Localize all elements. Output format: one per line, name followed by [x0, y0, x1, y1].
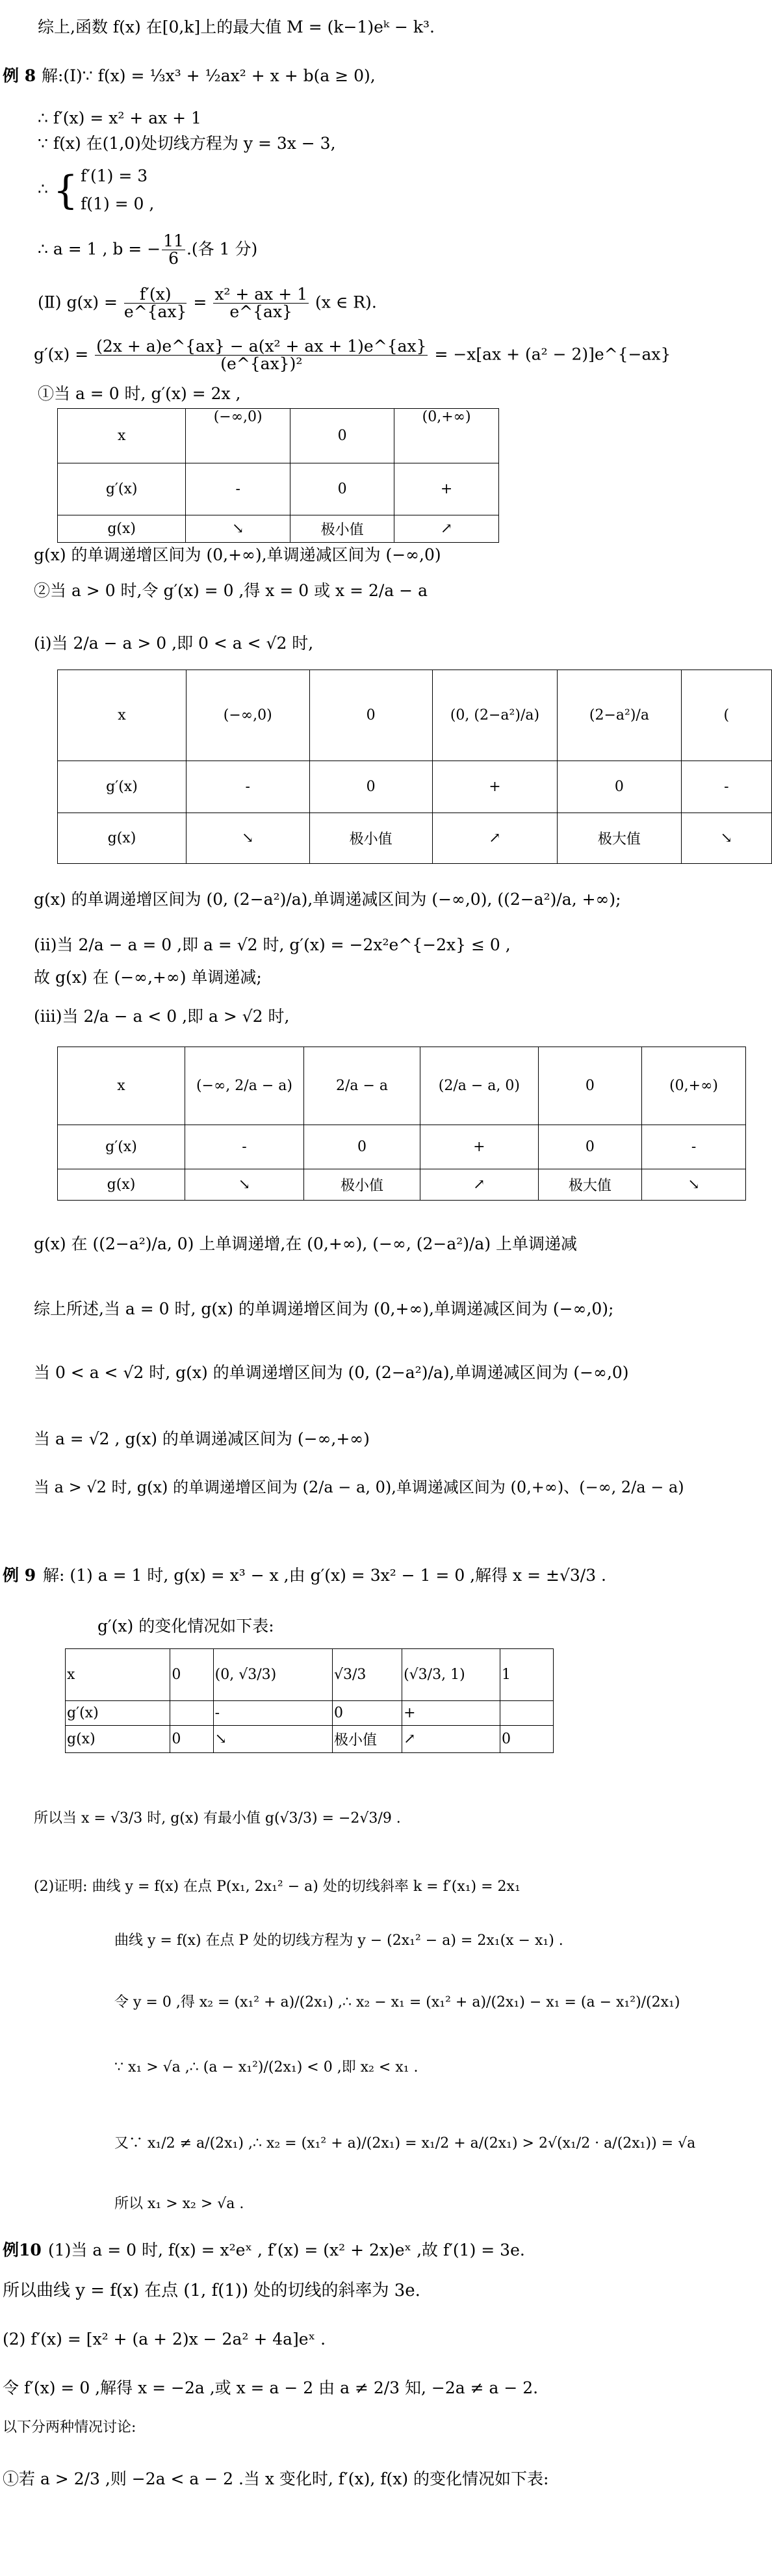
example-9-label: 例 9 [3, 1566, 36, 1585]
system-eq-2: f(1) = 0 , [81, 194, 155, 213]
table-cell: 1 [500, 1649, 553, 1701]
table-cell: + [394, 463, 499, 515]
case-2-line: ②当 a > 0 时,令 g′(x) = 0 ,得 x = 0 或 x = 2/a − a [34, 581, 428, 600]
table-cell: g′(x) [58, 463, 186, 515]
table-cell: 0 [170, 1726, 213, 1753]
numerator: f′(x) [124, 286, 187, 304]
table-cell: - [213, 1701, 332, 1726]
case-2i-summary: g(x) 的单调递增区间为 (0, (2−a²)/a),单调递减区间为 (−∞,0), ((2−a²)/a, +∞); [34, 890, 621, 909]
table-cell: g(x) [58, 813, 187, 864]
ex8-ab-line [38, 233, 257, 268]
denominator: (e^{ax})² [220, 354, 303, 374]
fraction [95, 338, 428, 373]
fraction-1 [124, 286, 187, 321]
ex10-part1: (1)当 a = 0 时, f(x) = x²eˣ , f′(x) = (x² + 2x)eˣ ,故 f′(1) = 3e. [48, 2241, 525, 2259]
table-cell: x [66, 1649, 170, 1701]
table-cell: ↗ [402, 1726, 500, 1753]
ab-note: .(各 1 分) [186, 239, 258, 259]
table-cell: 极大值 [538, 1169, 641, 1201]
table-cell: x [58, 409, 186, 463]
table-cell: g(x) [58, 1169, 185, 1201]
table-row [58, 761, 772, 813]
table-cell: (0, (2−a²)/a) [432, 670, 558, 761]
table-cell: 2/a − a [304, 1047, 420, 1125]
ex10-slope: 所以曲线 y = f(x) 在点 (1, f(1)) 处的切线的斜率为 3e. [3, 2281, 420, 2300]
table-row [58, 1169, 746, 1201]
table-cell: 极大值 [558, 813, 681, 864]
ex9-proof-1: (2)证明: 曲线 y = f(x) 在点 P(x₁, 2x₁² − a) 处的切线斜率 k = f′(x₁) = 2x₁ [34, 1879, 521, 1895]
ex9-minimum: 所以当 x = √3/3 时, g(x) 有最小值 g(√3/3) = −2√3/9 . [34, 1810, 401, 1827]
table-cell: - [185, 1125, 303, 1169]
table-cell: 极小值 [309, 813, 432, 864]
variation-table-1 [57, 408, 499, 543]
numerator: 11 [163, 231, 184, 250]
case-1-line: ①当 a = 0 时, g′(x) = 2x , [38, 384, 241, 403]
table-cell: ↘ [185, 1169, 303, 1201]
table-cell: (0,+∞) [394, 409, 499, 463]
denominator: e^{ax} [123, 302, 187, 322]
table-cell: x [58, 670, 187, 761]
table-cell: ( [681, 670, 771, 761]
variation-table-2 [57, 670, 772, 864]
table-row [66, 1701, 554, 1726]
gd-suffix: = −x[ax + (a² − 2)]e^{−ax} [434, 345, 671, 364]
table-cell: 0 [290, 463, 394, 515]
table-cell: (√3/3, 1) [402, 1649, 500, 1701]
ex8-system [38, 163, 154, 218]
system-eq-1: f′(1) = 3 [81, 166, 148, 185]
ex8-header: 解:(Ⅰ)∵ f(x) = ⅓x³ + ½ax² + x + b(a ≥ 0), [42, 66, 376, 85]
case-2ii-detail: 故 g(x) 在 (−∞,+∞) 单调递减; [34, 968, 262, 987]
table-cell [500, 1701, 553, 1726]
conclusion-3: 当 a = √2 , g(x) 的单调递减区间为 (−∞,+∞) [34, 1429, 370, 1448]
table-cell: (−∞, 2/a − a) [185, 1047, 303, 1125]
table-cell: ↘ [642, 1169, 746, 1201]
ex10-roots: 令 f′(x) = 0 ,解得 x = −2a ,或 x = a − 2 由 a ≠ 2/3 知, −2a ≠ a − 2. [3, 2378, 539, 2397]
table-cell: (0,+∞) [642, 1047, 746, 1125]
table-cell [170, 1701, 213, 1726]
case-2iii-summary: g(x) 在 ((2−a²)/a, 0) 上单调递增,在 (0,+∞), (−∞, (2−a²)/a) 上单调递减 [34, 1234, 578, 1253]
table-row [58, 670, 772, 761]
table-cell: - [186, 761, 309, 813]
ex8-derivative: ∴ f′(x) = x² + ax + 1 [38, 109, 201, 127]
conclusion-4: 当 a > √2 时, g(x) 的单调递增区间为 (2/a − a, 0),单调递减区间为 (0,+∞)、(−∞, 2/a − a) [34, 1478, 684, 1496]
ex8-g-def: (Ⅱ) g(x) = $\frac{f'(x)}{e\^{}\{ax\}}$ = $\frac{\text{x² + ax + 1}}{e\^{}\{ax\}}$ (x ∈ R). [38, 285, 377, 322]
gd-prefix: g′(x) = [34, 345, 89, 364]
conclusion-2: 当 0 < a < √2 时, g(x) 的单调递增区间为 (0, (2−a²)/a),单调递减区间为 (−∞,0) [34, 1363, 629, 1382]
table-row [58, 813, 772, 864]
ex9-proof-4: ∵ x₁ > √a ,∴ (a − x₁²)/(2x₁) < 0 ,即 x₂ < x₁ . [114, 2059, 418, 2075]
case-1-summary: g(x) 的单调递增区间为 (0,+∞),单调递减区间为 (−∞,0) [34, 545, 441, 564]
table-cell: g′(x) [66, 1701, 170, 1726]
case-2iii-line: (ⅲ)当 2/a − a < 0 ,即 a > √2 时, [34, 1007, 290, 1026]
table-row [58, 409, 499, 463]
table-cell: √3/3 [332, 1649, 402, 1701]
table-cell: 0 [309, 761, 432, 813]
ex9-proof-5: 又∵ x₁/2 ≠ a/(2x₁) ,∴ x₂ = (x₁² + a)/(2x₁) = x₁/2 + a/(2x₁) > 2√(x₁/2 · a/(2x₁)) = √a [114, 2135, 696, 2152]
table-row [58, 1047, 746, 1125]
table-cell: 0 [500, 1726, 553, 1753]
case-2i-line: (ⅰ)当 2/a − a > 0 ,即 0 < a < √2 时, [34, 634, 314, 653]
numerator: (2x + a)e^{ax} − a(x² + ax + 1)e^{ax} [96, 337, 427, 356]
denominator: e^{ax} [229, 302, 292, 322]
table-cell: ↘ [186, 813, 309, 864]
table-row [66, 1649, 554, 1701]
variation-table-3 [57, 1047, 746, 1201]
table-cell: 极小值 [304, 1169, 420, 1201]
fraction [162, 233, 185, 268]
table-cell: (2−a²)/a [558, 670, 681, 761]
table-cell: + [432, 761, 558, 813]
example-8-label: 例 8 [3, 66, 36, 85]
table-cell: 0 [332, 1701, 402, 1726]
ex10-part2: (2) f′(x) = [x² + (a + 2)x − 2a² + 4a]eˣ . [3, 2330, 326, 2348]
denominator: 6 [168, 249, 179, 268]
g-prefix: (Ⅱ) g(x) = [38, 293, 118, 312]
ex10-cases-intro: 以下分两种情况讨论: [3, 2419, 136, 2436]
table-cell: 极小值 [290, 515, 394, 543]
ex9-proof-3: 令 y = 0 ,得 x₂ = (x₁² + a)/(2x₁) ,∴ x₂ − x₁ = (x₁² + a)/(2x₁) − x₁ = (a − x₁²)/(2x₁) [114, 1994, 680, 2010]
table-cell: - [681, 761, 771, 813]
table-cell: + [420, 1125, 539, 1169]
ab-text: ∴ a = 1 , b = − [38, 239, 161, 259]
table-cell: ↘ [681, 813, 771, 864]
table-cell: + [402, 1701, 500, 1726]
g-suffix: (x ∈ R). [315, 293, 377, 312]
table-cell: (0, √3/3) [213, 1649, 332, 1701]
ex10-case-1: ①若 a > 2/3 ,则 −2a < a − 2 .当 x 变化时, f′(x), f(x) 的变化情况如下表: [3, 2469, 549, 2488]
table-cell: - [186, 463, 290, 515]
table-cell: x [58, 1047, 185, 1125]
conclusion-1: 综上所述,当 a = 0 时, g(x) 的单调递增区间为 (0,+∞),单调递减区间为 (−∞,0); [34, 1299, 614, 1318]
ex9-variation-caption: g′(x) 的变化情况如下表: [97, 1617, 274, 1635]
table-cell: 0 [170, 1649, 213, 1701]
table-cell: g′(x) [58, 1125, 185, 1169]
table-cell: ↘ [186, 515, 290, 543]
ex8-tangent: ∵ f(x) 在(1,0)处切线方程为 y = 3x − 3, [38, 134, 336, 153]
example-10-label: 例10 [3, 2241, 42, 2259]
ex8-g-derivative [34, 338, 671, 373]
fraction-2 [213, 286, 309, 321]
table-cell: - [642, 1125, 746, 1169]
table-cell: ↗ [432, 813, 558, 864]
therefore-symbol: ∴ [38, 179, 48, 198]
table-cell: 极小值 [332, 1726, 402, 1753]
brace-icon: { [53, 167, 79, 213]
ex9-proof-6: 所以 x₁ > x₂ > √a . [114, 2196, 244, 2212]
table-cell: ↘ [213, 1726, 332, 1753]
table-cell: 0 [538, 1047, 641, 1125]
table-cell: g′(x) [58, 761, 187, 813]
table-cell: 0 [538, 1125, 641, 1169]
table-cell: ↗ [420, 1169, 539, 1201]
table-cell: 0 [558, 761, 681, 813]
ex9-part1: 解: (1) a = 1 时, g(x) = x³ − x ,由 g′(x) = 3x² − 1 = 0 ,解得 x = ±√3/3 . [43, 1566, 607, 1585]
ex9-proof-2: 曲线 y = f(x) 在点 P 处的切线方程为 y − (2x₁² − a) = 2x₁(x − x₁) . [114, 1932, 563, 1949]
variation-table-3-clip [0, 1047, 718, 1209]
table-row [66, 1726, 554, 1753]
summary-line: 综上,函数 f(x) 在[0,k]上的最大值 M = (k−1)eᵏ − k³. [38, 18, 435, 36]
table-cell: ↗ [394, 515, 499, 543]
case-2ii-line: (ⅱ)当 2/a − a = 0 ,即 a = √2 时, g′(x) = −2x²e^{−2x} ≤ 0 , [34, 935, 511, 954]
table-cell: g(x) [58, 515, 186, 543]
table-cell: g(x) [66, 1726, 170, 1753]
table-cell: (2/a − a, 0) [420, 1047, 539, 1125]
table-cell: (−∞,0) [186, 670, 309, 761]
table-cell: 0 [309, 670, 432, 761]
numerator: x² + ax + 1 [214, 285, 308, 304]
table-row [58, 515, 499, 543]
table-cell: 0 [304, 1125, 420, 1169]
table-cell: 0 [290, 409, 394, 463]
variation-table-4 [65, 1648, 554, 1753]
variation-table-2-clip [0, 670, 733, 865]
table-row [58, 1125, 746, 1169]
table-cell: (−∞,0) [186, 409, 290, 463]
table-row [58, 463, 499, 515]
